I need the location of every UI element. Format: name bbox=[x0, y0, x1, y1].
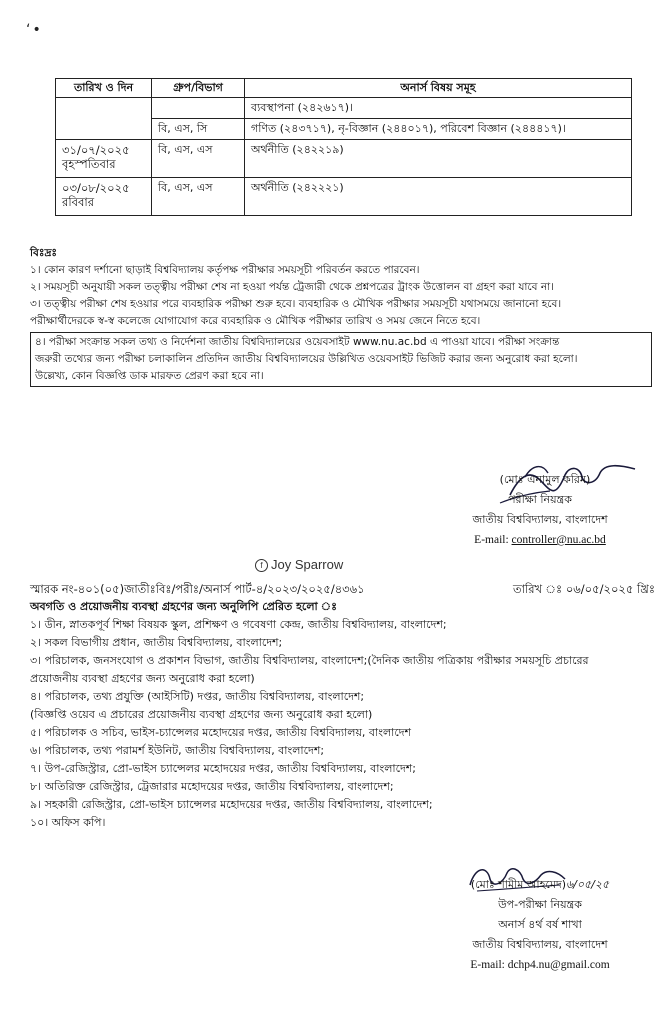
group-cell bbox=[152, 98, 245, 119]
notes-section bbox=[30, 245, 652, 387]
controller-office: জাতীয় বিশ্ববিদ্যালয়, বাংলাদেশ bbox=[472, 513, 608, 526]
subjects-cell: ব্যবস্থাপনা (২৪২৬১৭)। bbox=[245, 98, 632, 119]
cc-item: ১০। অফিস কপি। bbox=[30, 816, 106, 829]
exam-schedule-table bbox=[55, 78, 632, 216]
date-cell bbox=[56, 98, 152, 140]
cc-item: ৬। পরিচালক, তথ্য পরামর্শ ইউনিট, জাতীয় বিশ্ববিদ্যালয়, বাংলাদেশ; bbox=[30, 744, 325, 757]
subjects-cell: অর্থনীতি (২৪২২২১) bbox=[245, 178, 632, 216]
cc-item: ২। সকল বিভাগীয় প্রধান, জাতীয় বিশ্ববিদ্যালয়, বাংলাদেশ; bbox=[30, 636, 283, 649]
cc-item: ৪। পরিচালক, তথ্য প্রযুক্তি (আইসিটি) দপ্তর, জাতীয় বিশ্ববিদ্যালয়, বাংলাদেশ; bbox=[30, 690, 365, 703]
controller-email-line bbox=[440, 530, 640, 550]
memo-header bbox=[30, 580, 655, 598]
memo-section bbox=[30, 580, 655, 832]
signature-date: ৬/০৫/২৫ bbox=[566, 878, 610, 891]
controller-name: (মোঃ এনামুল করিম) bbox=[499, 473, 591, 486]
controller-signature-block bbox=[440, 470, 640, 550]
boxed-note-line: জরুরী তথ্যের জন্য পরীক্ষা চলাকালিন প্রতিদিন জাতীয় বিশ্ববিদ্যালয়ের উল্লিখিত ওয়েবসাইট ভিজিট করার জন্য অনুরোধ করা হলো। bbox=[35, 353, 578, 365]
note-item: ৩। তত্ত্বীয় পরীক্ষা শেষ হওয়ার পরে ব্যবহারিক পরীক্ষা শুরু হবে। ব্যবহারিক ও মৌখিক পরীক্ষার সময়সূচী যথাসময়ে জানানো হবে। bbox=[30, 298, 562, 310]
deputy-name-line bbox=[440, 875, 640, 895]
subjects-cell: গণিত (২৪৩৭১৭), নৃ-বিজ্ঞান (২৪৪০১৭), পরিবেশ বিজ্ঞান (২৪৪৪১৭)। bbox=[245, 119, 632, 140]
corner-marks: ‘• bbox=[26, 22, 43, 38]
header-date-day: তারিখ ও দিন bbox=[56, 79, 152, 98]
memo-date: তারিখ ঃ ০৬/০৫/২০২৫ খ্রিঃ bbox=[512, 582, 655, 596]
boxed-note-line: উল্লেখ্য, কোন বিজ্ঞপ্তি ডাক মারফত প্রেরণ করা হবে না। bbox=[35, 370, 264, 382]
boxed-note-line: ৪। পরীক্ষা সংক্রান্ত সকল তথ্য ও নির্দেশনা জাতীয় বিশ্ববিদ্যালয়ের ওয়েবসাইট www.nu.ac.bd এ পাওয়া যাবে। পরীক্ষা সংক্রান্ত bbox=[35, 336, 560, 348]
email-label: E-mail: bbox=[474, 534, 512, 546]
memo-reference: স্মারক নং-৪০১(০৫)জাতীঃবিঃ/পরীঃ/অনার্স পার্ট-৪/২০২৩/২০২৫/৪৩৬১ bbox=[30, 582, 365, 596]
cc-item: ৩। পরিচালক, জনসংযোগ ও প্রকাশন বিভাগ, জাতীয় বিশ্ববিদ্যালয়, বাংলাদেশ;(দৈনিক জাতীয় পত্রিকায় পরীক্ষার সময়সূচি প্রচারের bbox=[30, 654, 589, 667]
deputy-name: (মোঃ শামীম আহমেদ) bbox=[470, 878, 567, 891]
group-cell: বি, এস, এস bbox=[152, 178, 245, 216]
note-item: ২। সময়সূচী অনুযায়ী সকল তত্ত্বীয় পরীক্ষা শেষ না হওয়া পর্যন্ত ট্রেজারী থেকে প্রশ্নপত্রের ট্রাংক উত্তোলন বা গ্রহণ করা যাবে না। bbox=[30, 281, 554, 293]
table-row bbox=[56, 140, 632, 178]
date-text: ০৩/০৮/২০২৫ bbox=[62, 181, 130, 195]
note-item: ১। কোন কারণ দর্শানো ছাড়াই বিশ্ববিদ্যালয় কর্তৃপক্ষ পরীক্ষার সময়সূচী পরিবর্তন করতে পারবেন। bbox=[30, 264, 420, 276]
cc-item: ৮। অতিরিক্ত রেজিস্ট্রার, ট্রেজারার মহোদয়ের দপ্তর, জাতীয় বিশ্ববিদ্যালয়, বাংলাদেশ; bbox=[30, 780, 394, 793]
date-cell bbox=[56, 140, 152, 178]
cc-item: ১। ডীন, স্নাতকপূর্ব শিক্ষা বিষয়ক স্কুল, প্রশিক্ষণ ও গবেষণা কেন্দ্র, জাতীয় বিশ্ববিদ্যালয়, বাংলাদেশ; bbox=[30, 618, 447, 631]
day-text: বৃহস্পতিবার bbox=[62, 157, 116, 171]
subjects-cell: অর্থনীতি (২৪২২১৯) bbox=[245, 140, 632, 178]
group-cell: বি, এস, এস bbox=[152, 140, 245, 178]
notes-title: বিঃদ্রঃ bbox=[30, 247, 58, 259]
cc-item: (বিজ্ঞপ্তি ওয়েব এ প্রচারের প্রয়োজনীয় ব্যবস্থা গ্রহণের জন্য অনুরোধ করা হলো) bbox=[30, 708, 373, 721]
deputy-office: জাতীয় বিশ্ববিদ্যালয়, বাংলাদেশ bbox=[472, 938, 608, 951]
facebook-icon: f bbox=[255, 559, 268, 572]
cc-item: ৫। পরিচালক ও সচিব, ভাইস-চ্যান্সেলর মহোদয়ের দপ্তর, জাতীয় বিশ্ববিদ্যালয়, বাংলাদেশ bbox=[30, 726, 412, 739]
date-text: ৩১/০৭/২০২৫ bbox=[62, 143, 130, 157]
header-subjects: অনার্স বিষয় সমূহ bbox=[245, 79, 632, 98]
important-note-box bbox=[30, 332, 652, 387]
group-cell: বি, এস, সি bbox=[152, 119, 245, 140]
watermark bbox=[255, 557, 343, 572]
table-header-row bbox=[56, 79, 632, 98]
cc-item: প্রয়োজনীয় ব্যবস্থা গ্রহণের জন্য অনুরোধ করা হলো) bbox=[30, 672, 255, 685]
day-text: রবিবার bbox=[62, 195, 95, 209]
header-group: গ্রুপ/বিভাগ bbox=[152, 79, 245, 98]
table-row bbox=[56, 98, 632, 119]
note-item: পরীক্ষার্থীদেরকে স্ব-স্ব কলেজে যোগাযোগ করে ব্যবহারিক ও মৌখিক পরীক্ষার তারিখ ও সময় জেনে নিতে হবে। bbox=[30, 315, 481, 327]
date-cell bbox=[56, 178, 152, 216]
deputy-designation: উপ-পরীক্ষা নিয়ন্ত্রক bbox=[498, 898, 582, 911]
controller-email-link[interactable]: controller@nu.ac.bd bbox=[511, 534, 606, 546]
cc-item: ৭। উপ-রেজিস্ট্রার, প্রো-ভাইস চ্যান্সেলর মহোদয়ের দপ্তর, জাতীয় বিশ্ববিদ্যালয়, বাংলাদেশ; bbox=[30, 762, 416, 775]
cc-item: ৯। সহকারী রেজিস্ট্রার, প্রো-ভাইস চ্যান্সেলর মহোদয়ের দপ্তর, জাতীয় বিশ্ববিদ্যালয়, বাংলাদেশ; bbox=[30, 798, 433, 811]
deputy-controller-signature-block bbox=[440, 875, 640, 975]
controller-designation: পরীক্ষা নিয়ন্ত্রক bbox=[508, 493, 572, 506]
watermark-text: Joy Sparrow bbox=[271, 557, 344, 572]
cc-heading: অবগতি ও প্রয়োজনীয় ব্যবস্থা গ্রহণের জন্য অনুলিপি প্রেরিত হলো ঃ bbox=[30, 600, 337, 613]
deputy-branch: অনার্স ৪র্থ বর্ষ শাখা bbox=[498, 918, 582, 931]
table-row bbox=[56, 178, 632, 216]
deputy-email[interactable]: E-mail: dchp4.nu@gmail.com bbox=[470, 959, 610, 971]
